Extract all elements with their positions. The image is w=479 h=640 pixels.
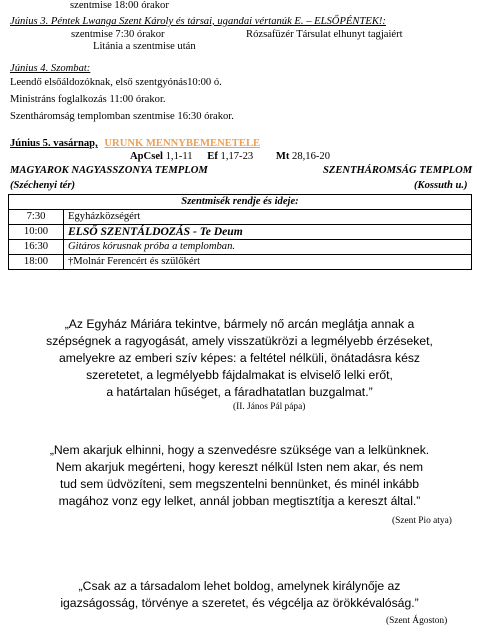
quote-line: „Nem akarjuk elhinni, hogy a szenvedésre szüksége van a lelkünknek.: [49, 443, 430, 457]
row-time: 10:00: [9, 225, 64, 240]
june4-line3: Szentháromság templomban szentmise 16:30 órakor.: [10, 111, 234, 122]
quote-2: [0, 442, 479, 510]
mass-schedule-table: [8, 194, 472, 270]
reading3: 28,16-20: [292, 151, 330, 162]
church-left: MAGYAROK NAGYASSZONYA TEMPLOM: [10, 165, 208, 176]
reading3-label: Mt: [275, 151, 290, 162]
row-time: 16:30: [9, 240, 64, 255]
quote-1-source: (II. János Pál pápa): [233, 402, 306, 412]
june5-heading-row: [10, 138, 260, 150]
row-time: 18:00: [9, 255, 64, 270]
top-line: szentmise 18:00 órakor: [70, 0, 169, 11]
quote-line: „Az Egyház Máriára tekintve, bármely nő arcán meglátja annak a: [64, 317, 415, 331]
quote-2-source: (Szent Pio atya): [392, 516, 452, 526]
june3-litany: Litánia a szentmise után: [93, 41, 196, 52]
quote-1: [0, 316, 479, 401]
quote-line: amelyekre az emberi szív képes: a feltétel nélküli, önátadásra kész: [58, 351, 421, 365]
june4-line1: Leendő elsőáldozóknak, első szentgyónás10:00 ó.: [10, 77, 222, 88]
june5-feast: URUNK MENNYBEMENETELE: [104, 138, 261, 149]
table-header-row: [9, 195, 472, 210]
table-row: [9, 225, 472, 240]
quote-line: szépségnek a ragyogását, amely visszatükrözi a legmélyebb érzéseket,: [46, 334, 433, 348]
row-text: Gitáros kórusnak próba a templomban.: [64, 240, 472, 255]
quote-line: „Csak az a társadalom lehet boldog, amelynek királynője az: [78, 579, 401, 593]
row-text: ELSŐ SZENTÁLDOZÁS - Te Deum: [64, 225, 472, 240]
quote-3: [0, 578, 479, 612]
row-text: Egyházközségért: [64, 210, 472, 225]
reading1-label: ApCsel: [130, 151, 163, 162]
schedule-header: Szentmisék rendje és ideje:: [9, 195, 472, 210]
church-left-address: (Széchenyi tér): [10, 180, 76, 191]
june5-heading: Június 5. vasárnap,: [10, 138, 98, 149]
quote-line: Nem akarjuk megérteni, hogy kereszt nélkül Isten nem akar, és nem: [55, 460, 424, 474]
row-time: 7:30: [9, 210, 64, 225]
reading1: 1,1-11: [165, 151, 193, 162]
june5-readings: [130, 151, 330, 163]
table-row: [9, 255, 472, 270]
quote-line: a határtalan hűséget, a fáradhatatlan buzgalmat.”: [106, 385, 373, 399]
june4-heading: Június 4. Szombat:: [10, 63, 91, 74]
quote-3-source: (Szent Ágoston): [386, 616, 448, 626]
church-right-address: (Kossuth u.): [414, 180, 468, 191]
quote-line: szeretetet, a legmélyebb fájdalmakat is elviselő lelki erőt,: [86, 368, 393, 382]
reading2-label: Ef: [207, 151, 218, 162]
quote-line: igazságosság, törvénye a szeretet, és végcélja az örökkévalóság.”: [60, 596, 419, 610]
quote-line: tud sem üdvözíteni, sem megszentelni bennünket, és minél inkább: [59, 477, 420, 491]
table-row: [9, 240, 472, 255]
june3-rosary: Rózsafüzér Társulat elhunyt tagjaiért: [246, 29, 403, 40]
church-right: SZENTHÁROMSÁG TEMPLOM: [323, 165, 473, 176]
table-row: [9, 210, 472, 225]
june4-line2: Ministráns foglalkozás 11:00 órakor.: [10, 94, 166, 105]
reading2: 1,17-23: [220, 151, 254, 162]
quote-line: magához vonz egy lelket, annál jobban megtisztítja a kereszt által.”: [58, 494, 421, 508]
june3-heading: Június 3. Péntek Lwanga Szent Károly és társai, ugandai vértanúk E. – ELSŐPÉNTEK!:: [10, 16, 386, 27]
june3-mass: szentmise 7:30 órakor: [71, 29, 165, 40]
row-text: †Molnár Ferencért és szülőkért: [64, 255, 472, 270]
